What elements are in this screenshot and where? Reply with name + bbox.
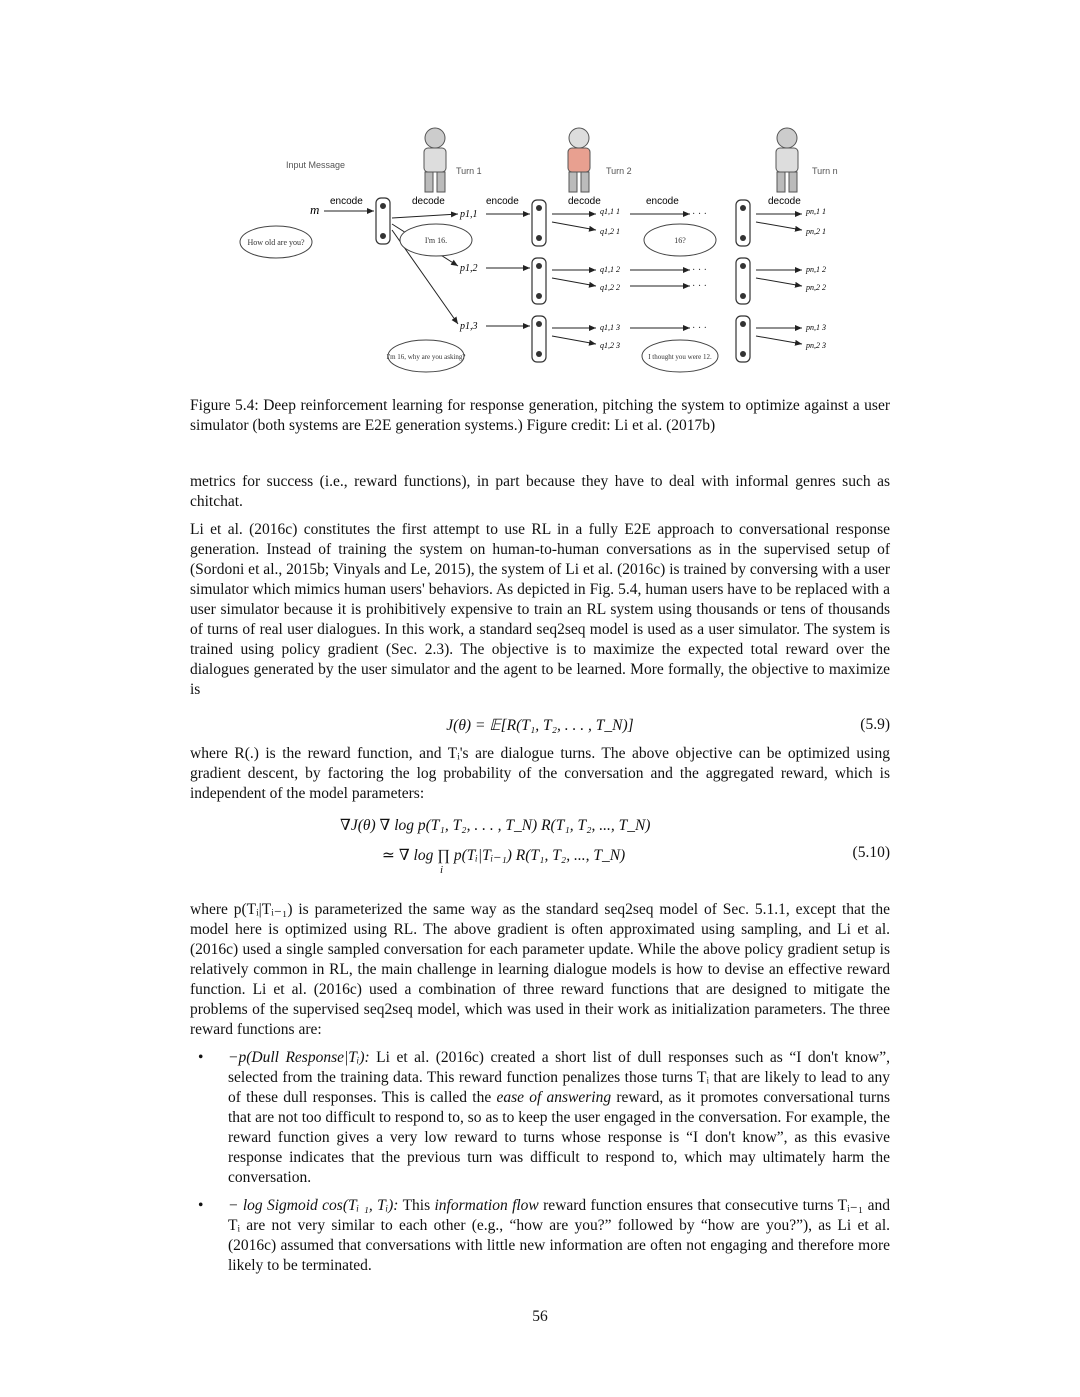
equation-body: J(θ) = 𝔼[R(T₁, T₂, . . . , T_N)] [446,717,634,734]
pn-label: pn,2 3 [806,341,826,350]
paragraph: where R(.) is the reward function, and Tᵢ's are dialogue turns. The above objective can be optimized using gradient descent, by factoring the log probability of the conversation and the aggregated reward, which is independent of the model parameters: [190,745,890,802]
decode-label: decode [412,196,445,207]
pn-label: pn,1 2 [806,265,826,274]
input-message-label: Input Message [286,160,346,170]
bullet-emphasis: ease of answering [496,1089,612,1106]
bullet-head: − log Sigmoid cos(Tᵢ ₁, Tᵢ): [228,1197,399,1214]
rl-dialogue-diagram [190,118,890,388]
q-label: q1,1 1 [600,207,620,216]
list-item: • − log Sigmoid cos(Tᵢ ₁, Tᵢ): This information flow reward function ensures that consecutive turns Tᵢ₋₁ and Tᵢ are not very similar to each other (e.g., “how are you?” followed by “how are you?”), as Li et al. (2016c) assumed that conversations with little new information are often not engaging and therefore more likely to be terminated. [198,1197,890,1274]
bullet-tail: reward, as it promotes conversational turns that are not too difficult to respond to, so as to keep the user engaged in the conversation. For example, the reward function gives a very low reward to turns whose response is “I don't know”, as this evasive response indicates that the previous turn was difficult to respond to, which may ultimately harm the conversation. [228,1089,890,1186]
p-label: p1,3 [460,321,478,332]
bubble-text: I'm 16. [424,236,448,245]
p-label: p1,2 [460,263,478,274]
q-label: q1,2 3 [600,341,620,350]
equation-subscript: i [440,864,444,876]
equation-line: ∇J(θ) ∇ log p(T₁, T₂, . . . , T_N) R(T₁, T₂, ..., T_N) [340,817,651,834]
equation-number: (5.10) [852,844,890,861]
figure-caption: Figure 5.4: Deep reinforcement learning for response generation, pitching the system to optimize against a user simulator (both systems are E2E generation systems.) Figure credit: Li et al. (2017b) [190,397,890,434]
robot-icon [424,128,446,192]
figure-5-4 [190,118,890,388]
decode-label: decode [768,196,801,207]
bullet-head: −p(Dull Response|Tᵢ): [228,1049,370,1066]
bubble-text: I thought you were 12. [648,353,712,361]
pn-label: pn,1 1 [806,207,826,216]
ellipsis: · · · [692,323,707,334]
robot-icon [568,128,590,192]
encode-label: encode [330,196,363,207]
bubble-text: I'm 16, why are you asking? [386,353,466,361]
pn-label: pn,1 3 [806,323,826,332]
bullet-tail: reward function ensures that consecutive turns Tᵢ₋₁ and Tᵢ are not very similar to each other (e.g., “how are you?” followed by “how are you?”), as Li et al. (2016c) assumed that conversations with little new information are often not engaging and therefore more likely to be terminated. [228,1197,890,1274]
ellipsis: · · · [692,281,707,292]
equation-number: (5.9) [860,716,890,733]
q-label: q1,1 3 [600,323,620,332]
ellipsis: · · · [692,209,707,220]
pn-label: pn,2 2 [806,283,826,292]
turn-1-label: Turn 1 [456,166,482,176]
bullet-text: Li et al. (2016c) created a short list of dull responses such as “I don't know”, selected from the training data. This reward function penalizes those turns Tᵢ that are likely to lead to any of these dull responses. This is called the [228,1049,890,1106]
bullet-emphasis: information flow [434,1197,539,1214]
list-item: • −p(Dull Response|Tᵢ): Li et al. (2016c) created a short list of dull responses such as “I don't know”, selected from the training data. This reward function penalizes those turns Tᵢ that are likely to lead to any of these dull responses. This is called the ease of answering reward, as it promotes conversational turns that are not too difficult to respond to, so as to keep the user engaged in the conversation. For example, the reward function gives a very low reward to turns whose response is “I don't know”, as this evasive response indicates that the previous turn was difficult to respond to, which may ultimately harm the conversation. [198,1049,890,1186]
paragraph: metrics for success (i.e., reward functions), in part because they have to deal with informal genres such as chitchat. [190,473,890,510]
equation-5-9 [190,716,890,738]
bullet-text: This [398,1197,435,1214]
m-symbol: m [310,202,320,217]
q-label: q1,1 2 [600,265,620,274]
encode-label: encode [486,196,519,207]
decode-label: decode [568,196,601,207]
turn-2-label: Turn 2 [606,166,632,176]
q-label: q1,2 2 [600,283,620,292]
paragraph: where p(Tᵢ|Tᵢ₋₁) is parameterized the same way as the standard seq2seq model of Sec. 5.1.1, except that the model here is optimized using RL. The above gradient is often approximated using sampling, and Li et al. (2016c) used a single sampled conversation for each parameter update. While the above policy gradient setup is relatively common in RL, the main challenge in learning dialogue models is how to devise an effective reward function. Li et al. (2016c) used a combination of three reward functions that are designed to mitigate the problems of the supervised seq2seq model, which was used in their work as initialization parameters. The three reward functions are: [190,901,890,1038]
q-label: q1,2 1 [600,227,620,236]
p-label: p1,1 [460,209,478,220]
pn-label: pn,2 1 [806,227,826,236]
turn-n-label: Turn n [812,166,838,176]
equation-5-10 [190,816,890,876]
robot-icon [776,128,798,192]
paragraph: Li et al. (2016c) constitutes the first attempt to use RL in a fully E2E approach to conversational response generation. Instead of training the system on human-to-human conversations as in the supervised setup of (Sordoni et al., 2015b; Vinyals and Le, 2015), the system of Li et al. (2016c) is trained by conversing with a user simulator which mimics human users' behaviors. As depicted in Fig. 5.4, human users have to be replaced with a user simulator because it is prohibitively expensive to train an RL system using thousands or tens of thousands of turns of real user dialogues. In this work, a standard seq2seq model is used as a user simulator. The system is trained using policy gradient (Sec. 2.3). The objective is to maximize the expected total reward over the dialogues generated by the user simulator and the agent to be learned. More formally, the objective to maximize is [190,521,890,698]
page-number: 56 [532,1308,548,1325]
bubble-text: How old are you? [247,238,305,247]
bubble-text: 16? [674,236,686,245]
equation-line: ≃ ∇ log ∏ p(Tᵢ|Tᵢ₋₁) R(T₁, T₂, ..., T_N) [382,847,626,864]
ellipsis: · · · [692,265,707,276]
encode-label: encode [646,196,679,207]
